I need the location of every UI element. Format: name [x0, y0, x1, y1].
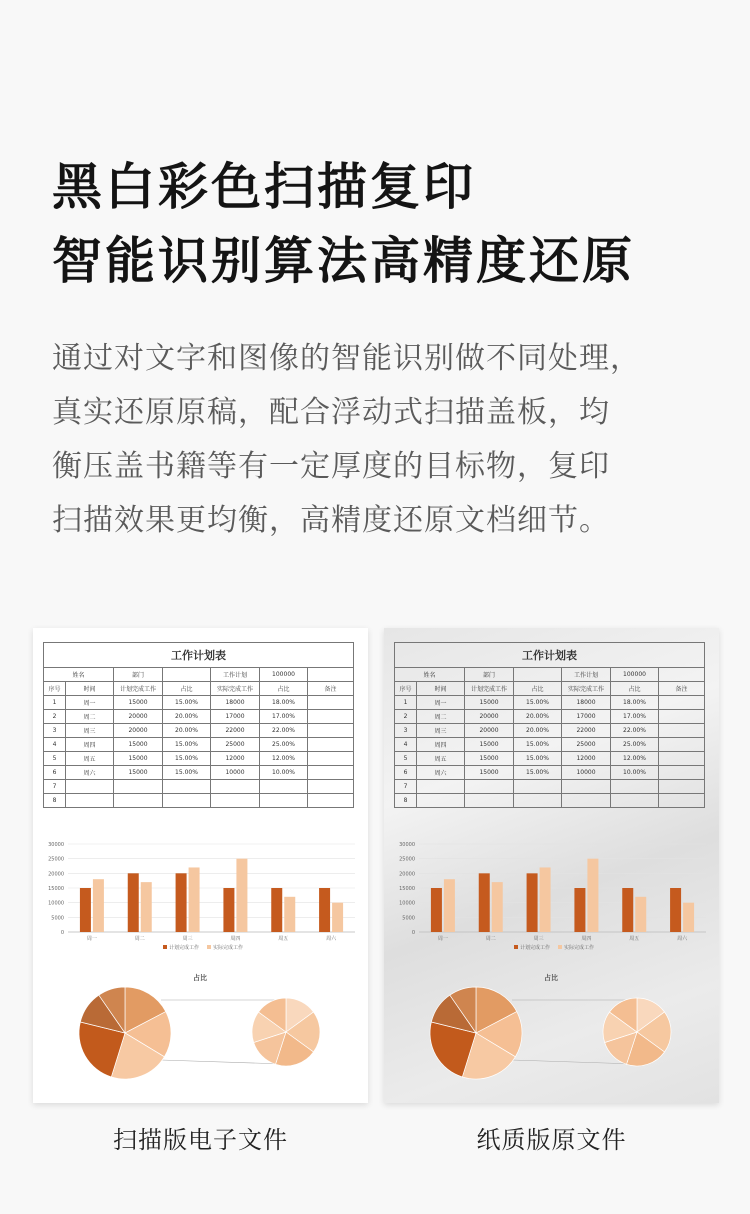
bar-planned: [431, 888, 442, 932]
table-cell: 10.00%: [260, 766, 308, 780]
sheet-header-cell: 计划完成工作: [465, 682, 514, 696]
description-line: 真实还原原稿，配合浮动式扫描盖板，均: [52, 395, 610, 430]
table-cell: 1: [44, 696, 66, 710]
y-tick-label: 10000: [48, 900, 64, 907]
sheet-header-cell: 计划完成工作: [114, 682, 163, 696]
x-tick-label: 周三: [533, 936, 544, 942]
table-cell: 5: [44, 752, 66, 766]
table-cell: 22.00%: [611, 724, 659, 738]
table-cell: 周三: [66, 724, 114, 738]
bar-actual: [284, 897, 295, 932]
sheet-header-cell: 时间: [417, 682, 465, 696]
table-cell: 25.00%: [260, 738, 308, 752]
bar-actual: [683, 903, 694, 932]
table-cell: 22.00%: [260, 724, 308, 738]
table-cell: 周五: [417, 752, 465, 766]
bar-planned: [128, 873, 139, 932]
headline-line-1: 黑白彩色扫描复印: [52, 158, 476, 216]
table-cell: 12.00%: [260, 752, 308, 766]
table-cell: 15.00%: [514, 752, 562, 766]
table-cell: 3: [395, 724, 417, 738]
table-cell: 15000: [465, 696, 514, 710]
legend-label: 实际完成工作: [213, 945, 244, 951]
table-cell: 15.00%: [163, 738, 211, 752]
bar-planned: [319, 888, 330, 932]
table-cell: 18.00%: [260, 696, 308, 710]
bar-planned: [622, 888, 633, 932]
description-line: 通过对文字和图像的智能识别做不同处理，: [52, 341, 641, 376]
legend-label: 计划完成工作: [520, 945, 551, 951]
bar-planned: [670, 888, 681, 932]
table-cell: 10000: [562, 766, 611, 780]
caption-scanned-file: 扫描版电子文件: [113, 1126, 288, 1154]
table-cell: 17000: [562, 710, 611, 724]
table-cell: 17000: [211, 710, 260, 724]
table-cell: 周二: [417, 710, 465, 724]
table-cell: 15.00%: [514, 766, 562, 780]
y-tick-label: 0: [60, 930, 64, 936]
table-cell: 20000: [114, 724, 163, 738]
legend-label: 计划完成工作: [169, 945, 200, 951]
sheet-info-cell: 工作计划: [562, 668, 611, 682]
table-cell: 周六: [66, 766, 114, 780]
table-cell: 10.00%: [611, 766, 659, 780]
pie-chart-title: 占比: [544, 974, 558, 982]
table-cell: 2: [395, 710, 417, 724]
sheet-info-cell: 部门: [114, 668, 163, 682]
table-cell: 7: [44, 780, 66, 794]
table-cell: 22000: [211, 724, 260, 738]
table-cell: 20000: [465, 710, 514, 724]
table-cell: 15000: [114, 766, 163, 780]
table-cell: 5: [395, 752, 417, 766]
bar-actual: [444, 879, 455, 932]
table-cell: 15000: [465, 752, 514, 766]
legend-label: 实际完成工作: [564, 945, 595, 951]
table-cell: 周四: [66, 738, 114, 752]
table-cell: 15000: [465, 738, 514, 752]
bar-planned: [271, 888, 282, 932]
sheet-header-cell: 占比: [163, 682, 211, 696]
pie-chart-title: 占比: [193, 974, 207, 982]
table-cell: 周三: [417, 724, 465, 738]
bar-actual: [587, 859, 598, 932]
sheet-header-cell: 实际完成工作: [211, 682, 260, 696]
sheet-info-cell: 工作计划: [211, 668, 260, 682]
pie-connector-line: [512, 1060, 636, 1064]
y-tick-label: 20000: [399, 871, 415, 878]
table-cell: 6: [44, 766, 66, 780]
table-cell: 12000: [562, 752, 611, 766]
bar-actual: [236, 859, 247, 932]
y-tick-label: 25000: [48, 856, 64, 863]
x-tick-label: 周三: [182, 936, 193, 942]
table-cell: 4: [395, 738, 417, 752]
x-tick-label: 周二: [134, 936, 145, 942]
x-tick-label: 周六: [326, 936, 337, 942]
bar-actual: [540, 867, 551, 932]
table-cell: 周一: [66, 696, 114, 710]
y-tick-label: 5000: [402, 915, 415, 922]
x-tick-label: 周五: [629, 936, 640, 942]
table-cell: 20.00%: [514, 710, 562, 724]
sheet-header-cell: 序号: [395, 682, 417, 696]
table-cell: 18.00%: [611, 696, 659, 710]
table-cell: 周四: [417, 738, 465, 752]
x-tick-label: 周二: [485, 936, 496, 942]
bar-actual: [141, 882, 152, 932]
description: [52, 332, 712, 548]
table-cell: 4: [44, 738, 66, 752]
bar-actual: [189, 867, 200, 932]
table-cell: 20.00%: [514, 724, 562, 738]
table-cell: 18000: [562, 696, 611, 710]
y-tick-label: 10000: [399, 900, 415, 907]
y-tick-label: 15000: [48, 886, 64, 892]
x-tick-label: 周一: [86, 936, 97, 942]
sheet-title: 工作计划表: [395, 643, 705, 668]
table-cell: 3: [44, 724, 66, 738]
table-cell: 15.00%: [163, 766, 211, 780]
table-cell: 周五: [66, 752, 114, 766]
x-tick-label: 周六: [677, 936, 688, 942]
y-tick-label: 30000: [48, 842, 64, 848]
sheet-header-cell: 备注: [308, 682, 354, 696]
y-tick-label: 25000: [399, 856, 415, 863]
table-cell: 周二: [66, 710, 114, 724]
sheet-header-cell: 占比: [260, 682, 308, 696]
bar-actual: [492, 882, 503, 932]
bar-planned: [176, 873, 187, 932]
table-cell: 20000: [465, 724, 514, 738]
y-tick-label: 20000: [48, 871, 64, 878]
work-plan-charts: [384, 628, 719, 1103]
table-cell: 15000: [465, 766, 514, 780]
sheet-info-cell: 部门: [465, 668, 514, 682]
x-tick-label: 周四: [581, 936, 592, 942]
scanned-document-card: [33, 628, 368, 1103]
table-cell: 12000: [211, 752, 260, 766]
table-cell: 22000: [562, 724, 611, 738]
x-tick-label: 周一: [437, 936, 448, 942]
bar-planned: [479, 873, 490, 932]
pie-connector-line: [161, 1060, 285, 1064]
table-cell: 15.00%: [514, 738, 562, 752]
bar-planned: [223, 888, 234, 932]
table-cell: 17.00%: [611, 710, 659, 724]
table-cell: 10000: [211, 766, 260, 780]
bar-actual: [635, 897, 646, 932]
table-cell: 7: [395, 780, 417, 794]
legend-swatch: [163, 945, 167, 949]
sheet-info-cell: 姓名: [44, 668, 114, 682]
description-line: 衡压盖书籍等有一定厚度的目标物，复印: [52, 449, 610, 484]
sheet-header-cell: 备注: [659, 682, 705, 696]
table-cell: 1: [395, 696, 417, 710]
sheet-header-cell: 实际完成工作: [562, 682, 611, 696]
sheet-info-cell: 姓名: [395, 668, 465, 682]
table-cell: 2: [44, 710, 66, 724]
work-plan-charts: [33, 628, 368, 1103]
legend-swatch: [514, 945, 518, 949]
sheet-header-cell: 占比: [611, 682, 659, 696]
table-cell: 20.00%: [163, 724, 211, 738]
table-cell: 20.00%: [163, 710, 211, 724]
table-cell: 25000: [562, 738, 611, 752]
table-cell: 15.00%: [514, 696, 562, 710]
table-cell: 8: [44, 794, 66, 808]
table-cell: 15.00%: [163, 752, 211, 766]
table-cell: 15000: [114, 696, 163, 710]
sheet-title: 工作计划表: [44, 643, 354, 668]
sheet-info-cell: 100000: [260, 668, 308, 682]
sheet-info-cell: 100000: [611, 668, 659, 682]
table-cell: 25.00%: [611, 738, 659, 752]
bar-actual: [93, 879, 104, 932]
x-tick-label: 周四: [230, 936, 241, 942]
table-cell: 18000: [211, 696, 260, 710]
table-cell: 12.00%: [611, 752, 659, 766]
table-cell: 周一: [417, 696, 465, 710]
bar-planned: [527, 873, 538, 932]
x-tick-label: 周五: [278, 936, 289, 942]
legend-swatch: [558, 945, 562, 949]
sheet-header-cell: 序号: [44, 682, 66, 696]
y-tick-label: 15000: [399, 886, 415, 892]
y-tick-label: 30000: [399, 842, 415, 848]
bar-actual: [332, 903, 343, 932]
bar-planned: [80, 888, 91, 932]
table-cell: 15.00%: [163, 696, 211, 710]
table-cell: 17.00%: [260, 710, 308, 724]
description-line: 扫描效果更均衡，高精度还原文档细节。: [52, 503, 610, 538]
bar-planned: [574, 888, 585, 932]
headline: [52, 150, 635, 298]
table-cell: 20000: [114, 710, 163, 724]
table-cell: 15000: [114, 752, 163, 766]
caption-paper-file: 纸质版原文件: [476, 1126, 627, 1154]
table-cell: 15000: [114, 738, 163, 752]
paper-document-card: [384, 628, 719, 1103]
table-cell: 25000: [211, 738, 260, 752]
legend-swatch: [207, 945, 211, 949]
sheet-header-cell: 时间: [66, 682, 114, 696]
table-cell: 6: [395, 766, 417, 780]
table-cell: 周六: [417, 766, 465, 780]
sheet-header-cell: 占比: [514, 682, 562, 696]
y-tick-label: 0: [411, 930, 415, 936]
headline-line-2: 智能识别算法高精度还原: [52, 232, 635, 290]
y-tick-label: 5000: [51, 915, 64, 922]
table-cell: 8: [395, 794, 417, 808]
